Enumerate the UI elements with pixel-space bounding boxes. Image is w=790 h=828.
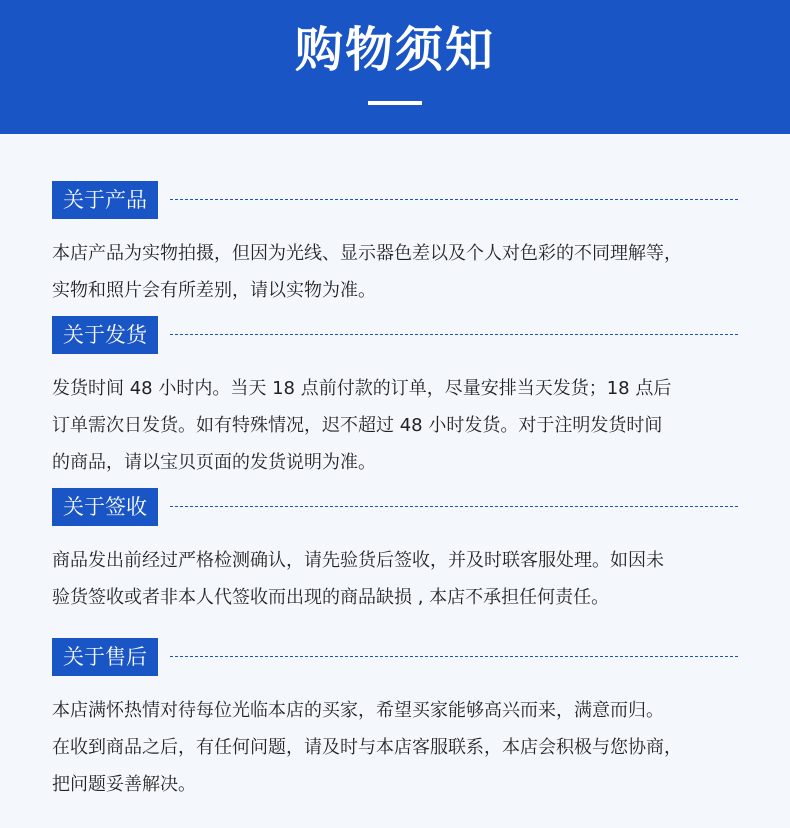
section-shipping: [52, 316, 742, 481]
section-header: [52, 488, 742, 526]
section-body: [52, 692, 742, 803]
section-tag: 关于产品: [52, 181, 158, 219]
dashed-divider: [170, 656, 738, 657]
section-body: [52, 542, 742, 616]
dashed-divider: [170, 506, 738, 507]
text-line: 商品发出前经过严格检测确认，请先验货后签收，并及时联客服处理。如因未: [52, 550, 664, 571]
text-line: 本店满怀热情对待每位光临本店的买家，希望买家能够高兴而来，满意而归。: [52, 700, 664, 721]
section-receipt: [52, 488, 742, 616]
section-header: [52, 316, 742, 354]
text-line: 本店产品为实物拍摄，但因为光线、显示器色差以及个人对色彩的不同理解等，: [52, 243, 682, 264]
text-line: 发货时间 48 小时内。当天 18 点前付款的订单，尽量安排当天发货；18 点后: [52, 378, 672, 399]
text-line: 订单需次日发货。如有特殊情况，迟不超过 48 小时发货。对于注明发货时间: [52, 415, 663, 436]
section-tag: 关于签收: [52, 488, 158, 526]
section-product: [52, 181, 742, 309]
section-tag: 关于发货: [52, 316, 158, 354]
page-title: 购物须知: [294, 22, 495, 78]
section-body: [52, 235, 742, 309]
text-line: 把问题妥善解决。: [52, 774, 196, 795]
title-underline: [368, 101, 422, 105]
dashed-divider: [170, 334, 738, 335]
text-line: 验货签收或者非本人代签收而出现的商品缺损 , 本店不承担任何责任。: [52, 587, 610, 608]
section-header: [52, 638, 742, 676]
section-body: [52, 370, 742, 481]
text-line: 在收到商品之后，有任何问题，请及时与本店客服联系，本店会积极与您协商，: [52, 737, 682, 758]
dashed-divider: [170, 199, 738, 200]
header-banner: [0, 0, 790, 134]
text-line: 的商品，请以宝贝页面的发货说明为准。: [52, 452, 376, 473]
section-after-sales: [52, 638, 742, 803]
section-tag: 关于售后: [52, 638, 158, 676]
text-line: 实物和照片会有所差别，请以实物为准。: [52, 280, 376, 301]
section-header: [52, 181, 742, 219]
